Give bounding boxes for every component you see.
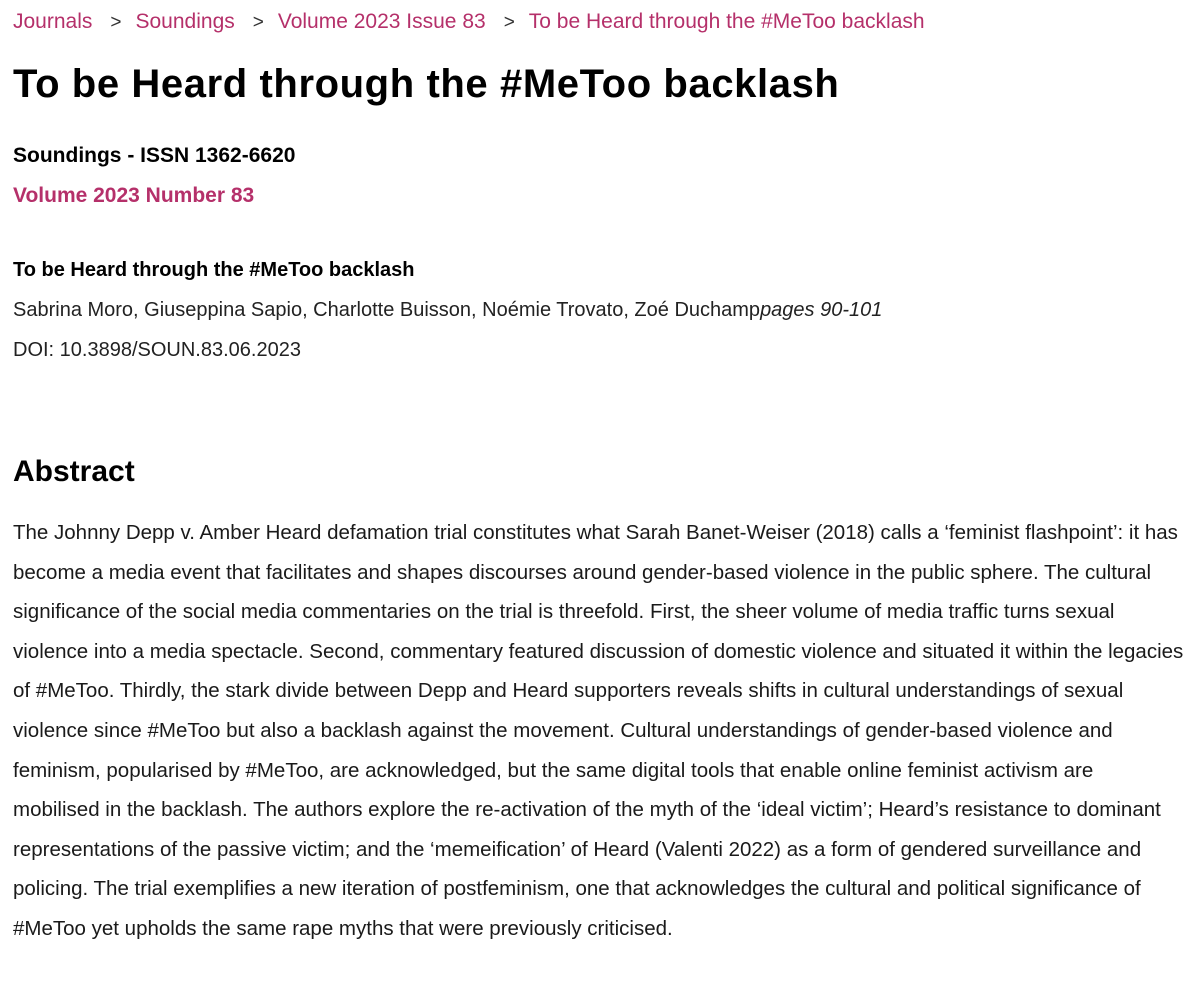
article-pages: pages 90-101 bbox=[760, 299, 883, 321]
breadcrumb-separator: > bbox=[110, 12, 122, 33]
breadcrumb-link-volume[interactable]: Volume 2023 Issue 83 bbox=[277, 10, 486, 33]
article-doi: DOI: 10.3898/SOUN.83.06.2023 bbox=[13, 339, 301, 361]
breadcrumb-separator: > bbox=[503, 12, 515, 33]
breadcrumb-link-soundings[interactable]: Soundings bbox=[135, 10, 235, 33]
abstract-text: The Johnny Depp v. Amber Heard defamation trial constitutes what Sarah Banet-Weiser (2018) calls a ‘feminist flashpoint’: it has become a media event that facilitates and shapes discourses around gender-based violence in the public sphere. The cultural significance of the social media commentaries on the trial is threefold. First, the sheer volume of media traffic turns sexual violence into a media spectacle. Second, commentary featured discussion of domestic violence and situated it within the legacies of #MeToo. Thirdly, the stark divide between Depp and Heard supporters reveals shifts in cultural understandings of sexual violence since #MeToo but also a backlash against the movement. Cultural understandings of gender-based violence and feminism, popularised by #MeToo, are acknowledged, but the same digital tools that enable online feminist activism are mobilised in the backlash. The authors explore the re-activation of the myth of the ‘ideal victim’; Heard’s resistance to dominant representations of the passive victim; and the ‘memeification’ of Heard (Valenti 2022) as a form of gendered surveillance and policing. The trial exemplifies a new iteration of postfeminism, one that acknowledges the cultural and political significance of #MeToo yet upholds the same rape myths that were previously criticised. bbox=[13, 521, 1184, 940]
breadcrumb-link-article[interactable]: To be Heard through the #MeToo backlash bbox=[528, 10, 925, 33]
breadcrumb-separator: > bbox=[252, 12, 264, 33]
journal-name-issn: Soundings - ISSN 1362-6620 bbox=[13, 144, 296, 167]
breadcrumb-link-journals[interactable]: Journals bbox=[13, 10, 93, 33]
volume-link[interactable]: Volume 2023 Number 83 bbox=[13, 184, 255, 207]
authors-list: Sabrina Moro, Giuseppina Sapio, Charlotte Buisson, Noémie Trovato, Zoé Duchamp bbox=[13, 299, 761, 321]
article-title: To be Heard through the #MeToo backlash bbox=[13, 259, 415, 281]
abstract-heading: Abstract bbox=[13, 455, 135, 488]
article-authors bbox=[13, 296, 882, 324]
breadcrumb bbox=[13, 8, 925, 37]
page-title: To be Heard through the #MeToo backlash bbox=[13, 62, 840, 106]
